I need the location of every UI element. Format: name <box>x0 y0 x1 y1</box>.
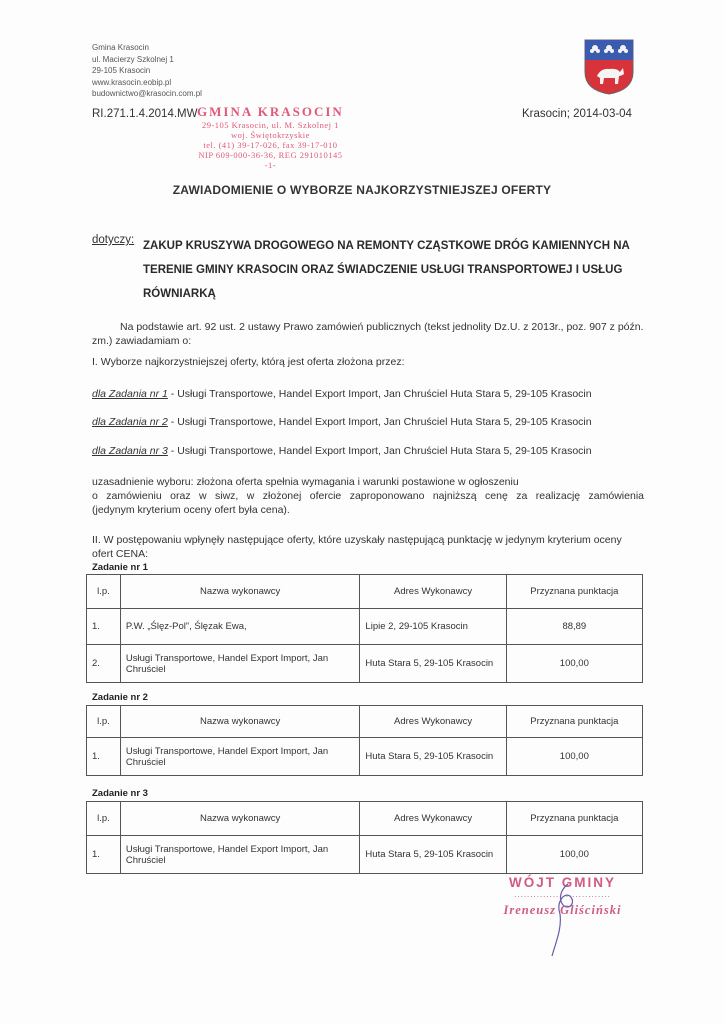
row-points: 88,89 <box>506 609 642 645</box>
signature-role: WÓJT GMINY <box>509 875 616 890</box>
zadanie-1-label: Zadanie nr 1 <box>92 562 148 573</box>
office-stamp <box>197 104 344 170</box>
row-points: 100,00 <box>506 836 642 874</box>
intro-paragraph: Na podstawie art. 92 ust. 2 ustawy Prawo zamówień publicznych (tekst jednolity Dz.U. z 2013r., poz. 907 z późn. zm.) zawiadamiam o: <box>92 321 644 347</box>
sender-web: www.krasocin.eobip.pl <box>92 77 172 87</box>
stamp-line-1: 29-105 Krasocin, ul. M. Szkolnej 1 <box>201 120 339 130</box>
section-1-heading: I. Wyborze najkorzystniejszej oferty, którą jest oferta złożona przez: <box>92 356 405 368</box>
signature-dots: .............................. <box>514 890 611 899</box>
row-lp: 2. <box>87 645 121 683</box>
handwritten-signature-icon <box>530 880 590 960</box>
section-2-heading: II. W postępowaniu wpłynęły następujące oferty, które uzyskały następującą punktację w jedynym kryterium oceny ofert CENA: <box>92 534 622 560</box>
zadanie-1-table <box>86 574 643 683</box>
zadanie-2-label: Zadanie nr 2 <box>92 692 148 703</box>
justification <box>92 475 644 517</box>
subject-line-3: RÓWNIARKĄ <box>143 288 216 300</box>
header-name: Nazwa wykonawcy <box>120 575 360 609</box>
row-points: 100,00 <box>506 645 642 683</box>
task-line-3 <box>92 445 592 457</box>
subject-line-1: ZAKUP KRUSZYWA DROGOWEGO NA REMONTY CZĄSTKOWE DRÓG KAMIENNYCH NA <box>143 240 630 252</box>
sender-city: 29-105 Krasocin <box>92 66 151 75</box>
row-lp: 1. <box>87 836 121 874</box>
header-points: Przyznana punktacja <box>506 575 642 609</box>
stamp-title: GMINA KRASOCIN <box>197 104 344 119</box>
table-header-row <box>87 802 643 836</box>
task-label-2: dla Zadania nr 2 <box>92 416 168 428</box>
signature-name: Ireneusz Gliściński <box>503 903 622 917</box>
header-lp: l.p. <box>87 802 121 836</box>
task-text-2: - Usługi Transportowe, Handel Export Import, Jan Chruściel Huta Stara 5, 29-105 Krasocin <box>167 416 592 428</box>
header-address: Adres Wykonawcy <box>360 706 506 738</box>
reference-number: RI.271.1.4.2014.MW <box>92 108 198 120</box>
header-address: Adres Wykonawcy <box>360 802 506 836</box>
subject-text <box>143 234 643 306</box>
row-lp: 1. <box>87 609 121 645</box>
task-text-1: - Usługi Transportowe, Handel Export Import, Jan Chruściel Huta Stara 5, 29-105 Krasocin <box>167 388 592 400</box>
row-name: Usługi Transportowe, Handel Export Import, Jan Chruściel <box>120 738 360 776</box>
row-address: Huta Stara 5, 29-105 Krasocin <box>360 836 506 874</box>
header-lp: l.p. <box>87 575 121 609</box>
task-line-2 <box>92 416 592 428</box>
table-row <box>87 609 643 645</box>
task-label-1: dla Zadania nr 1 <box>92 388 168 400</box>
header-points: Przyznana punktacja <box>506 706 642 738</box>
justification-line-1: uzasadnienie wyboru: złożona oferta spełnia wymagania i warunki postawione w ogłoszeniu <box>92 476 519 488</box>
zadanie-3-table <box>86 801 643 874</box>
header-lp: l.p. <box>87 706 121 738</box>
justification-line-3: (jedynym kryterium oceny ofert była cena). <box>92 504 290 516</box>
table-row <box>87 645 643 683</box>
subject-line-2: TERENIE GMINY KRASOCIN ORAZ ŚWIADCZENIE USŁUGI TRANSPORTOWEJ I USŁUG <box>143 264 623 276</box>
table-header-row <box>87 706 643 738</box>
row-points: 100,00 <box>506 738 642 776</box>
table-row <box>87 738 643 776</box>
justification-line-2: o zamówieniu oraz w siwz, w złożonej ofercie zaproponowano najniższą cenę za realizację zamówienia <box>92 490 644 502</box>
zadanie-3-label: Zadanie nr 3 <box>92 788 148 799</box>
header-points: Przyznana punktacja <box>506 802 642 836</box>
subject-label: dotyczy: <box>92 234 135 246</box>
stamp-line-3: tel. (41) 39-17-026, fax 39-17-010 <box>203 140 338 150</box>
row-lp: 1. <box>87 738 121 776</box>
coat-of-arms-icon <box>583 38 635 96</box>
header-name: Nazwa wykonawcy <box>120 706 360 738</box>
header-address: Adres Wykonawcy <box>360 575 506 609</box>
table-row <box>87 836 643 874</box>
sender-name: Gmina Krasocin <box>92 43 149 52</box>
row-address: Lipie 2, 29-105 Krasocin <box>360 609 506 645</box>
row-address: Huta Stara 5, 29-105 Krasocin <box>360 738 506 776</box>
task-text-3: - Usługi Transportowe, Handel Export Import, Jan Chruściel Huta Stara 5, 29-105 Krasocin <box>167 445 592 457</box>
stamp-line-4: NIP 609-000-36-36, REG 291010145 <box>198 150 343 160</box>
row-name: P.W. „Ślęz-Pol”, Ślęzak Ewa, <box>120 609 360 645</box>
stamp-line-2: woj. Świętokrzyskie <box>230 130 310 140</box>
sender-address <box>92 42 202 100</box>
task-label-3: dla Zadania nr 3 <box>92 445 168 457</box>
row-name: Usługi Transportowe, Handel Export Import, Jan Chruściel <box>120 645 360 683</box>
table-header-row <box>87 575 643 609</box>
row-address: Huta Stara 5, 29-105 Krasocin <box>360 645 506 683</box>
task-line-1 <box>92 388 592 400</box>
stamp-line-5: -1- <box>264 160 277 170</box>
row-name: Usługi Transportowe, Handel Export Import, Jan Chruściel <box>120 836 360 874</box>
document-title: ZAWIADOMIENIE O WYBORZE NAJKORZYSTNIEJSZEJ OFERTY <box>172 183 552 197</box>
sender-email: budownictwo@krasocin.com.pl <box>92 89 202 98</box>
header-name: Nazwa wykonawcy <box>120 802 360 836</box>
place-date: Krasocin; 2014-03-04 <box>522 108 632 120</box>
sender-street: ul. Macierzy Szkolnej 1 <box>92 54 174 64</box>
zadanie-2-table <box>86 705 643 776</box>
